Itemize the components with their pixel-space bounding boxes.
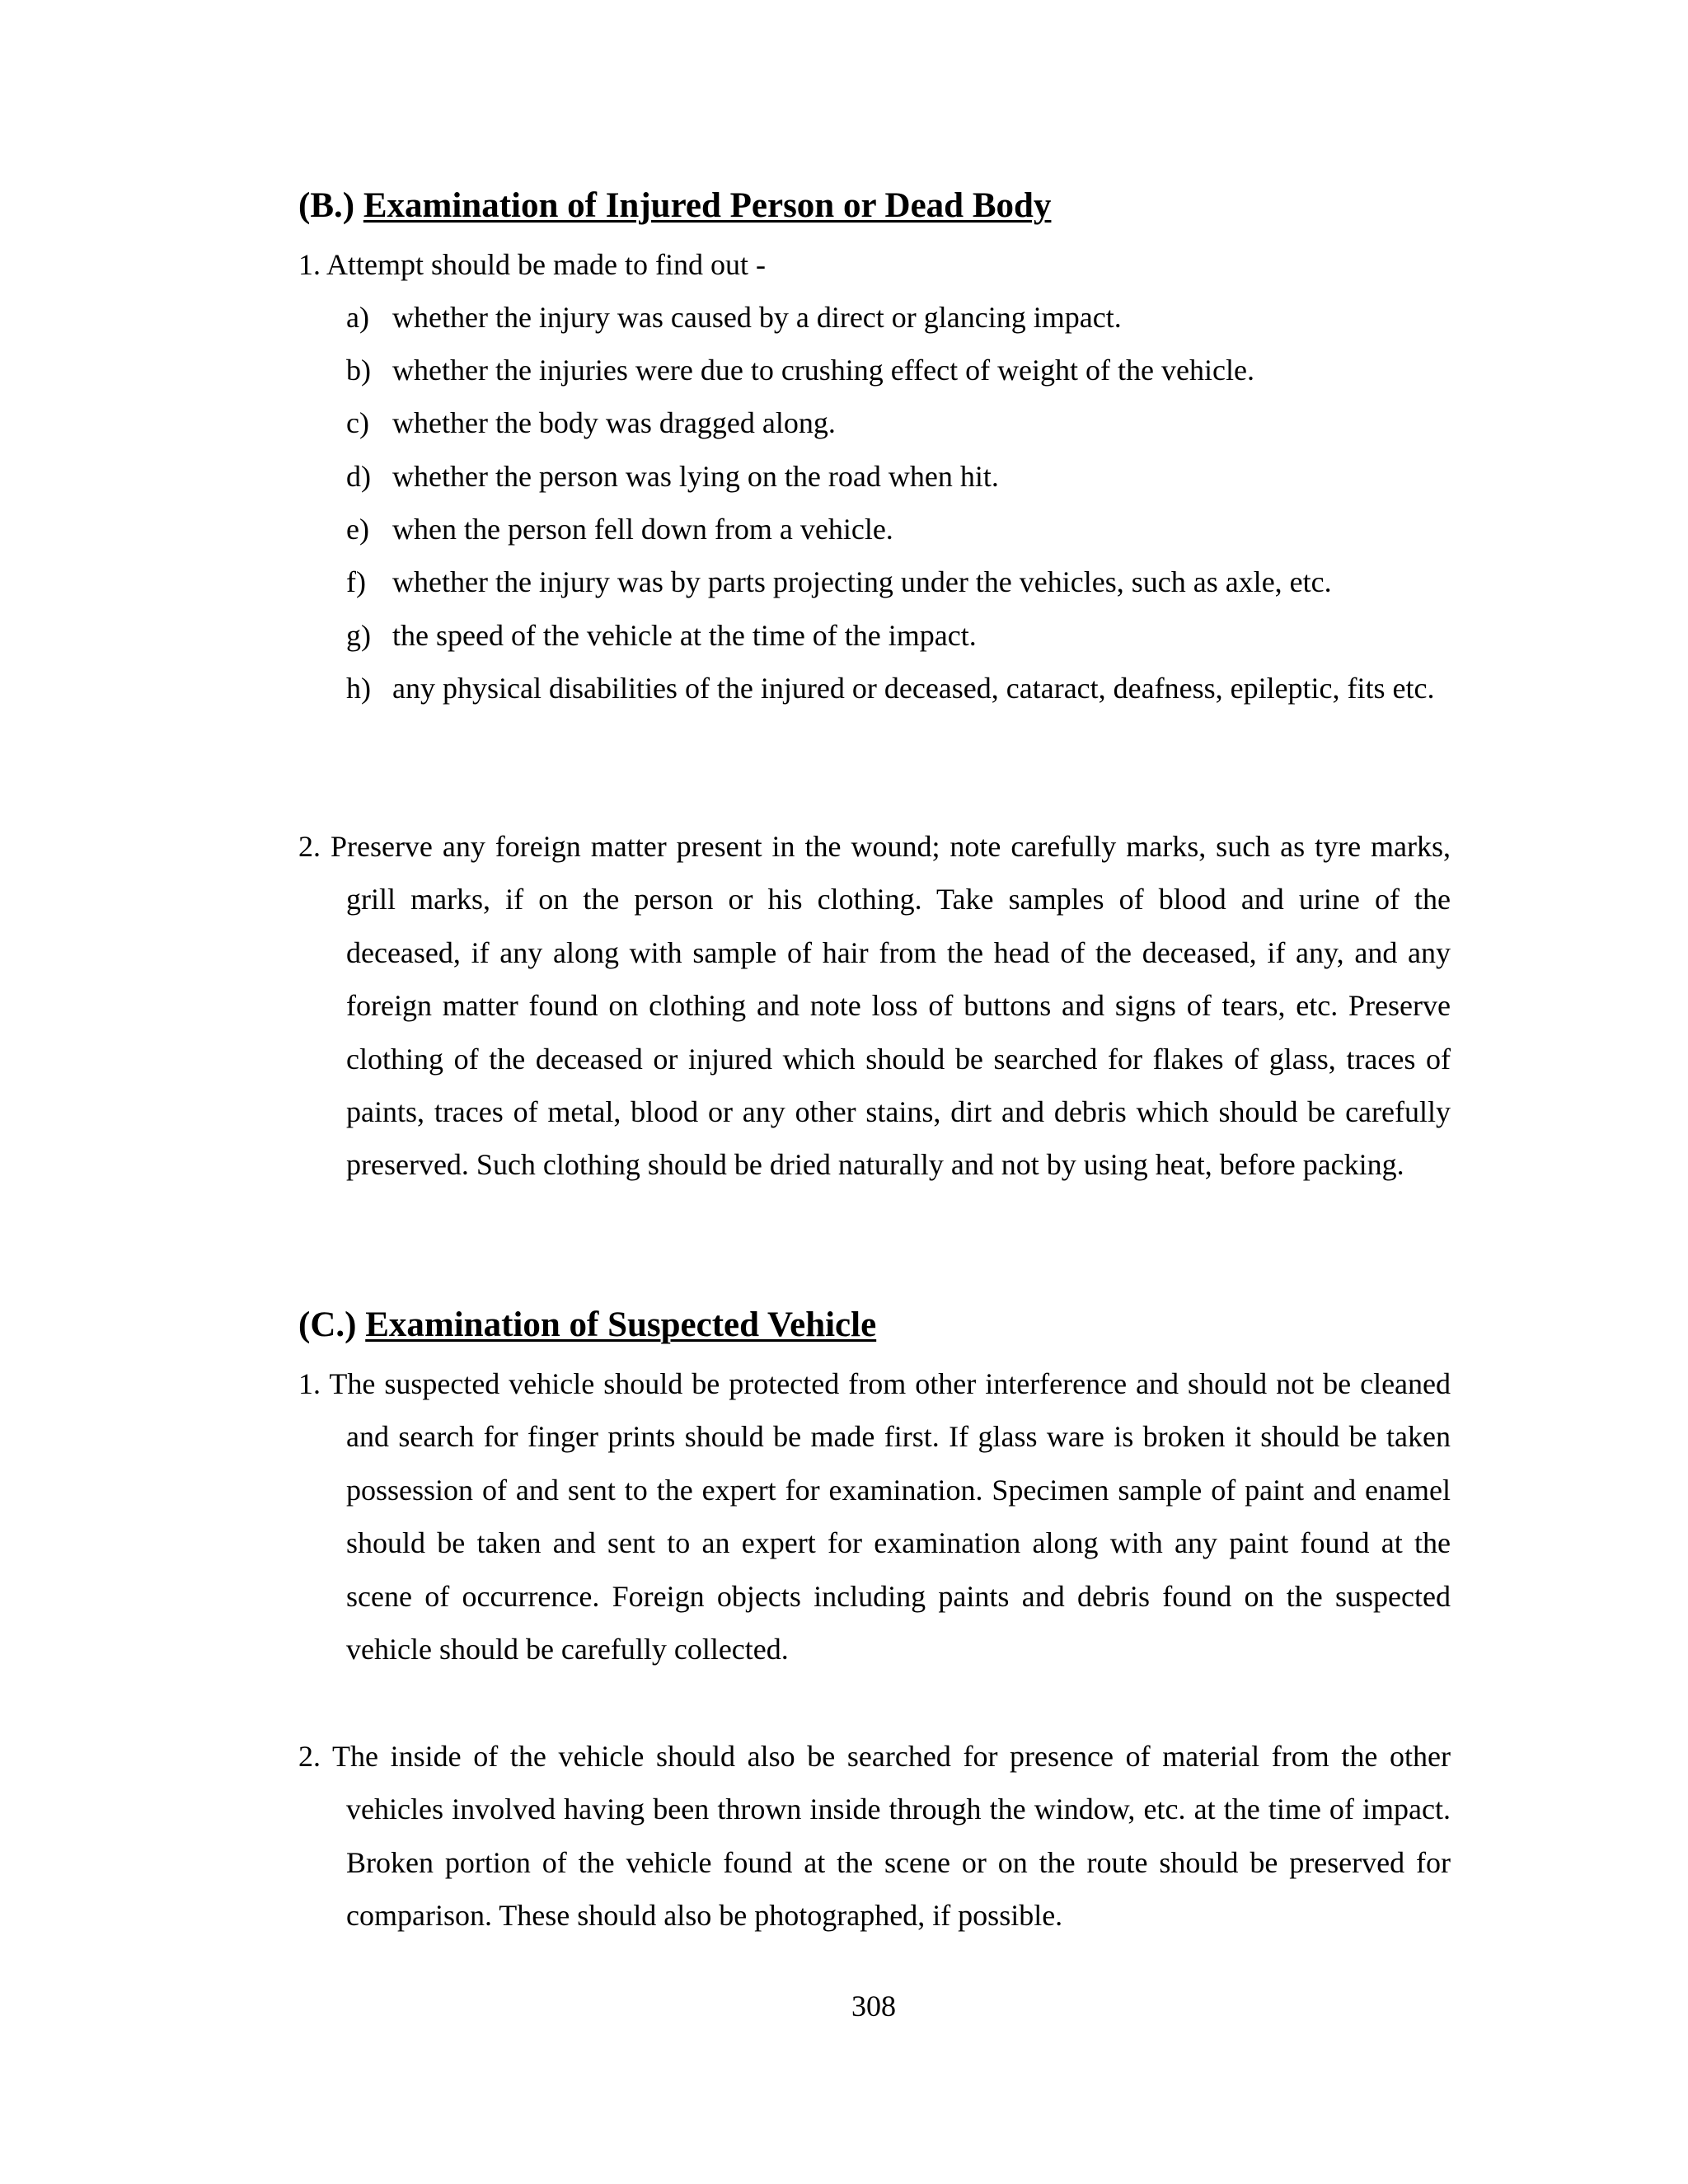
list-item-text: whether the injury was caused by a direct or glancing impact. bbox=[392, 301, 1122, 334]
section-b-prefix: (B.) bbox=[298, 186, 355, 225]
section-b-paragraph-2: 2. Preserve any foreign matter present in the wound; note carefully marks, such as tyre marks, grill marks, if on the person or his clothing. Take samples of blood and urine of the deceased, if any along with sample of hair from the head of the deceased, if any, and any foreign matter found on clothing and note loss of buttons and signs of tears, etc. Preserve clothing of the deceased or injured which should be searched for flakes of glass, traces of paints, traces of metal, blood or any other stains, dirt and debris which should be carefully preserved. Such clothing should be dried naturally and not by using heat, before packing. bbox=[298, 830, 1451, 1182]
list-item-letter: h) bbox=[346, 672, 371, 705]
list-item-letter: b) bbox=[346, 354, 371, 387]
list-item-text: whether the body was dragged along. bbox=[392, 406, 836, 439]
list-item-text: any physical disabilities of the injured or deceased, cataract, deafness, epileptic, fits etc. bbox=[392, 672, 1435, 705]
list-item-letter: g) bbox=[346, 619, 371, 652]
section-c-heading bbox=[298, 1302, 876, 1348]
section-c-title: Examination of Suspected Vehicle bbox=[365, 1305, 877, 1344]
list-item-letter: d) bbox=[346, 460, 371, 493]
section-c-paragraph-1: 1. The suspected vehicle should be protected from other interference and should not be cleaned and search for finger prints should be made first. If glass ware is broken it should be taken possession of and sent to the expert for examination. Specimen sample of paint and enamel should be taken and sent to an expert for examination along with any paint found at the scene of occurrence. Foreign objects including paints and debris found on the suspected vehicle should be carefully collected. bbox=[298, 1367, 1451, 1666]
list-item-text: whether the person was lying on the road when hit. bbox=[392, 460, 999, 493]
list-item-letter: c) bbox=[346, 406, 369, 439]
section-c-prefix: (C.) bbox=[298, 1305, 357, 1344]
page-number: 308 bbox=[851, 1990, 896, 2022]
section-b-title: Examination of Injured Person or Dead Body bbox=[363, 186, 1052, 225]
list-item-letter: e) bbox=[346, 513, 369, 546]
list-item-letter: f) bbox=[346, 565, 366, 598]
list-item-text: whether the injury was by parts projecting under the vehicles, such as axle, etc. bbox=[392, 565, 1332, 598]
section-b-intro: 1. Attempt should be made to find out - bbox=[298, 248, 766, 281]
list-item-text: whether the injuries were due to crushing effect of weight of the vehicle. bbox=[392, 354, 1254, 387]
list-item-text: the speed of the vehicle at the time of the impact. bbox=[392, 619, 977, 652]
list-item-text: when the person fell down from a vehicle. bbox=[392, 513, 893, 546]
section-b-heading bbox=[298, 183, 1051, 229]
section-c-paragraph-2: 2. The inside of the vehicle should also be searched for presence of material from the other vehicles involved having been thrown inside through the window, etc. at the time of impact. Broken portion of the vehicle found at the scene or on the route should be preserved for comparison. These should also be photographed, if possible. bbox=[298, 1740, 1451, 1933]
list-item-letter: a) bbox=[346, 301, 369, 334]
